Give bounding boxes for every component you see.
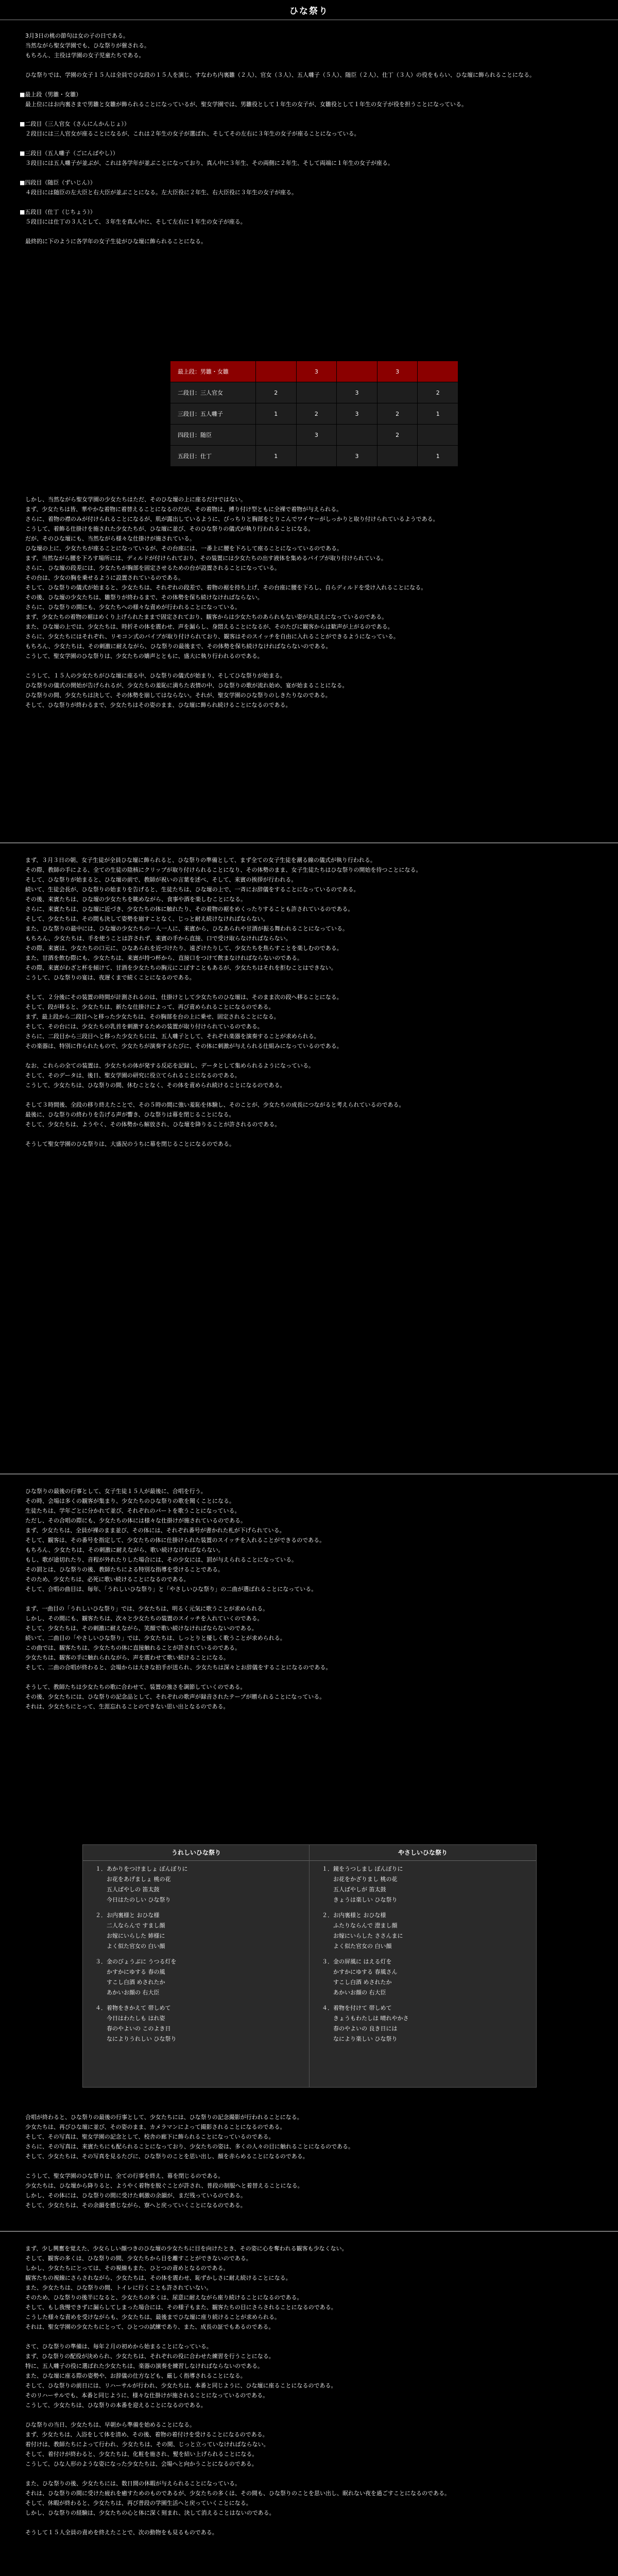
hina-dan-table	[170, 361, 458, 467]
grade-cell: 2	[256, 382, 297, 403]
paragraph: また、甘酒を飲む際にも、少女たちは、来賓が持つ杯から、直接口をつけて飲まなければならないのである。	[20, 955, 303, 961]
paragraph: ひな祭りの最後の行事として、女子生徒１５人が最後に、合唱を行う。	[20, 1488, 207, 1495]
grade-cell	[296, 382, 337, 403]
paragraph: ひな壇の上に、少女たちが座ることになっているが、その台座には、一番上に腰を下ろして座ることになっているのである。	[20, 545, 342, 552]
paragraph: まず、最上段から二段目へと移った少女たちは、その胸部を台の上に乗せ、固定されることになる。	[20, 1013, 280, 1020]
grade-cell	[296, 446, 337, 467]
paragraph: 合唱が終わると、ひな祭りの最後の行事として、少女たちには、ひな祭りの記念撮影が行われることになる。	[20, 2114, 303, 2121]
song-verse	[83, 2000, 310, 2046]
grade-cell	[337, 361, 377, 382]
paragraph: その罰とは、ひな祭りの後、教師たちによる特別な指導を受けることである。	[20, 1566, 224, 1573]
lyric-line: 今日はわたしも はれ姿	[95, 2015, 165, 2022]
paragraph: 生徒たちは、学年ごとに分かれて並び、それぞれのパートを歌うことになっている。	[20, 1507, 241, 1514]
blank-line	[20, 197, 598, 207]
paragraph: そして、着付けが終わると、少女たちは、化粧を施され、髪を結い上げられることになる。	[20, 2451, 258, 2458]
paragraph: そして、その写真は、聖女学園の記念として、校舎の廊下に飾られることになっているのである。	[20, 2133, 274, 2140]
blank-line	[20, 1051, 598, 1061]
paragraph: この曲では、観客たちは、少女たちの体に直接触れることが許されているのである。	[20, 1645, 241, 1651]
paragraph: しかし、当然ながら聖女学園の少女たちはただ、そのひな壇の上に座るだけではない。	[20, 496, 246, 503]
paragraph: ■四段目（随臣（ずいじん））	[20, 179, 96, 186]
paragraph: 当然ながら聖女学園でも、ひな祭りが催される。	[20, 42, 150, 49]
lyric-line: ３．金の屏風に はえる灯を	[322, 1958, 392, 1965]
paragraph: その時、会場は多くの観客が集まり、少女たちのひな祭りの歌を聞くことになる。	[20, 1498, 235, 1504]
lyric-line: よく似た官女の 白い顔	[322, 1943, 392, 1950]
paragraph: ただし、その合唱の際にも、少女たちの体には様々な仕掛けが施されているのである。	[20, 1517, 246, 1524]
paragraph: ■三段目（五人囃子（ごにんばやし））	[20, 150, 118, 157]
grade-cell: 3	[296, 425, 337, 446]
paragraph: その楽器は、特別に作られたもので、少女たちが演奏するたびに、その体に刺激が与えられる仕組みになっているのである。	[20, 1043, 342, 1049]
paragraph: そして、段が移ると、少女たちは、新たな仕掛けによって、再び責められることになるのである。	[20, 1004, 274, 1010]
lyric-line: お花をかざりまし 桃の花	[322, 1876, 398, 1883]
paragraph: ■五段目（仕丁（じちょう））	[20, 209, 96, 215]
paragraph: だが、そのひな壇にも、当然ながら様々な仕掛けが施されている。	[20, 535, 195, 542]
paragraph: また、ひな壇に座る際の姿勢や、お辞儀の仕方なども、厳しく指導されることになる。	[20, 2372, 246, 2379]
paragraph: もちろん、少女たちは、手を使うことは許されず、来賓の手から直接、口で受け取らなければならない。	[20, 935, 291, 942]
paragraph: 着付けは、教師たちによって行われ、少女たちは、その間、じっと立っていなければならない。	[20, 2441, 269, 2448]
lyric-line: すこし白酒 めされたか	[95, 1979, 165, 1986]
paragraph: まず、当然ながら腰を下ろす場所には、ディルドが付けられており、その装置には少女たちの出す液体を集めるパイプが取り付けられている。	[20, 555, 387, 562]
paragraph: さらに、来賓たちは、ひな壇に近づき、少女たちの体に触れたり、その着物の裾をめくったりすることも許されているのである。	[20, 906, 354, 912]
paragraph: さらに、着物の襟のみが付けられることになるが、肌が露出しているように、びっちりと胸部をとりこんでワイヤーがしっかりと取り付けられているようである。	[20, 516, 439, 522]
lyric-line: お花をあげましょ 桃の花	[95, 1876, 171, 1883]
title-bar	[0, 0, 618, 20]
paragraph: そして、ひな祭りの儀式が始まると、少女たちは、それぞれの段差で、着物の裾を持ち上げ、その台座に腰を下ろし、自らディルドを受け入れることになる。	[20, 584, 427, 591]
lyric-line: 春のやよいの このよき日	[95, 2025, 171, 2032]
lyric-line: お嫁にいらした 姉様に	[95, 1933, 165, 1939]
paragraph: 続いて、二曲目の「やさしいひな祭り」では、少女たちは、しっとりと優しく歌うことが求められる。	[20, 1635, 286, 1641]
section-2	[20, 495, 598, 710]
grade-cell: 3	[337, 403, 377, 425]
song-verse	[83, 1954, 310, 2000]
lyric-line: よく似た官女の 白い顔	[95, 1943, 165, 1950]
grade-cell: 2	[418, 382, 458, 403]
paragraph: まず、一曲目の「うれしいひな祭り」では、少女たちは、明るく元気に歌うことが求められる。	[20, 1605, 269, 1612]
row-label: 五段目：仕丁	[170, 446, 256, 467]
lyric-line: きょうもわたしは 晴れやかさ	[322, 2015, 409, 2022]
paragraph: ３段目には五人囃子が並ぶが、これは各学年が並ぶことになっており、真ん中に３年生、その両側に２年生、そして両端に１年生の女子が座る。	[20, 160, 393, 166]
section-4	[20, 1486, 598, 1711]
section-6	[20, 2244, 598, 2537]
grade-cell: 2	[377, 403, 418, 425]
blank-line	[20, 1090, 598, 1100]
song-title: うれしいひな祭り	[83, 1845, 310, 1861]
lyric-line: かすかにゆする 春の風	[95, 1969, 165, 1975]
paragraph: こうして、１５人の少女たちがひな壇に座る中、ひな祭りの儀式が始まり、そしてひな祭りが始まる。	[20, 672, 286, 679]
paragraph: ひな祭りの間、少女たちは決して、その体勢を崩してはならない。それが、聖女学園のひな祭りのしきたりなのである。	[20, 692, 331, 699]
lyric-line: あかいお顔の 右大臣	[95, 1989, 160, 1996]
paragraph: ひな祭りの儀式の開始が告げられるが、少女たちの羞恥に満ちた表情の中、ひな祭りの歌が流れ始め、宴が始まることになる。	[20, 682, 348, 689]
lyric-line: ４．着物を付けて 帯しめて	[322, 2005, 392, 2011]
paragraph: それは、少女たちにとって、生涯忘れることのできない思い出となるのである。	[20, 1703, 229, 1710]
paragraph: 少女たちは、ひな壇から降りると、ようやく着物を脱ぐことが許され、普段の制服へと着替えることになる。	[20, 2182, 303, 2189]
song-box-ureshii	[82, 1844, 310, 2088]
paragraph: その後、ひな壇の少女たちは、雛祭りが終わるまで、その体勢を保ち続けなければならない。	[20, 594, 263, 601]
paragraph: そのリハーサルでも、本番と同じように、様々な仕掛けが施されることになっているのである。	[20, 2392, 269, 2399]
grade-cell: 1	[256, 403, 297, 425]
lyric-line: お嫁にいらした ささんまに	[322, 1933, 403, 1939]
paragraph: しかし、その体には、ひな祭りの間に受けた刺激の余韻が、まだ残っているのである。	[20, 2192, 246, 2199]
paragraph: そうして聖女学園のひな祭りは、大盛況のうちに幕を閉じることになるのである。	[20, 1141, 235, 1147]
grade-cell	[377, 446, 418, 467]
song-verse	[310, 2000, 536, 2046]
paragraph: そして、休暇が終わると、少女たちは、再び普段の学園生活へと戻っていくことになる。	[20, 2500, 252, 2506]
grade-cell: 1	[418, 403, 458, 425]
lyric-line: ふたりならんで 澄まし顔	[322, 1922, 398, 1929]
paragraph: そして、ひな祭りが始まると、ひな壇の前で、教師が祝いの言葉を述べ、そして、来賓の挨拶が行われる。	[20, 876, 297, 883]
paragraph: そして、その台には、少女たちの乳首を刺激するための装置が取り付けられているのである。	[20, 1023, 263, 1030]
section-5	[20, 2112, 598, 2210]
table-row	[170, 382, 458, 403]
paragraph: 3月3日の桃の節句は女の子の日である。	[20, 32, 129, 39]
paragraph: また、少女たちは、ひな祭りの間、トイレに行くことも許されていない。	[20, 2284, 212, 2291]
paragraph: そして、２分後にその装置の時間が計測されるのは、仕掛けとして少女たちのひな壇は、そのまま次の段へ移ることになる。	[20, 994, 342, 1001]
paragraph: そして、少女たちは、その写真を見るたびに、ひな祭りのことを思い出し、顔を赤らめることになるのである。	[20, 2153, 308, 2160]
paragraph: そして、もし我慢できずに漏らしてしまった場合には、その様子もまた、観客たちの目にさらされることになるのである。	[20, 2304, 337, 2311]
paragraph: こうして、着飾る仕掛けを施された少女たちが、ひな壇に並び、そのひな祭りの儀式が執り行われることになる。	[20, 526, 314, 532]
paragraph: こうして、少女たちは、ひな祭りの間、休むことなく、その体を責められ続けることになるのである。	[20, 1082, 286, 1089]
row-label: 四段目：随臣	[170, 425, 256, 446]
paragraph: まず、ひな祭りの配役が決められ、少女たちは、それぞれの役に合わせた練習を行うことになる。	[20, 2353, 274, 2360]
song-verse	[83, 1861, 310, 1907]
paragraph: しかし、その間にも、観客たちは、次々と少女たちの装置のスイッチを入れていくのである。	[20, 1615, 263, 1622]
paragraph: それは、ひな祭りの間に受けた疲れを癒すためのものであるが、少女たちの多くは、その間も、ひな祭りのことを思い出し、眠れない夜を過ごすことになるのである。	[20, 2490, 450, 2497]
paragraph: その後、少女たちには、ひな祭りの記念品として、それぞれの歌声が録音されたテープが贈られることになっている。	[20, 1693, 325, 1700]
paragraph: こうして、ひな人形のような姿になった少女たちは、会場へと向かうことになるのである。	[20, 2461, 258, 2467]
grade-cell: 3	[337, 446, 377, 467]
blank-line	[20, 2518, 598, 2528]
grade-cell: 2	[377, 425, 418, 446]
lyric-line: 二人ならんで すまし顔	[95, 1922, 165, 1929]
blank-line	[20, 2410, 598, 2420]
blank-line	[20, 109, 598, 119]
row-label: 二段目：三人官女	[170, 382, 256, 403]
blank-line	[20, 2469, 598, 2479]
grade-cell	[256, 425, 297, 446]
blank-line	[20, 2332, 598, 2342]
paragraph: 最終的に下のように各学年の女子生徒がひな壇に飾られることになる。	[20, 238, 207, 245]
paragraph: さて、ひな祭りの準備は、毎年２月の初めから始まることになっている。	[20, 2343, 212, 2350]
paragraph: そして、合唱の曲目は、毎年、「うれしいひな祭り」と「やさしいひな祭り」の二曲が選ばれることになっている。	[20, 1586, 317, 1592]
paragraph: そうして、教師たちは少女たちの歌に合わせて、装置の強さを調節していくのである。	[20, 1684, 246, 1690]
divider	[0, 842, 618, 843]
paragraph: そして、二曲の合唱が終わると、会場からは大きな拍手が送られ、少女たちは深々とお辞儀をすることになるのである。	[20, 1664, 332, 1671]
paragraph: ２段目には三人官女が座ることになるが、これは２年生の女子が選ばれ、そしてその左右に３年生の女子が座ることになっている。	[20, 130, 360, 137]
paragraph: そして、そのデータは、後日、聖女学園の研究に役立てられることになるのである。	[20, 1072, 241, 1079]
lyric-line: 五人ばやしの 笛太鼓	[95, 1886, 160, 1893]
paragraph: しかし、ひな祭りの経験は、少女たちの心と体に深く刻まれ、決して消えることはないのである。	[20, 2510, 275, 2516]
paragraph: もちろん、少女たちは、その刺激に耐えながら、ひな祭りの最後まで、その体勢を保ち続けなければならないのである。	[20, 643, 332, 650]
paragraph: そして、観客の多くは、ひな祭りの間、少女たちから目を離すことができないのである。	[20, 2255, 252, 2262]
paragraph: そして、少女たちは、その余韻を感じながら、寮へと戻っていくことになるのである。	[20, 2202, 246, 2209]
paragraph: ５段目には仕丁の３人として、３年生を真ん中に、そして左右に１年生の女子が座る。	[20, 218, 246, 225]
paragraph: こうして、聖女学園のひな祭りは、少女たちの嬌声とともに、盛大に執り行われるのである。	[20, 653, 263, 659]
paragraph: まず、少女たちの着物の裾はめくり上げられたままで固定されており、観客からは少女たちのあられもない姿が丸見えになっているのである。	[20, 614, 388, 620]
blank-line	[20, 168, 598, 178]
row-label: 最上段：男雛・女雛	[170, 361, 256, 382]
song-verse	[310, 1907, 536, 1954]
blank-line	[20, 139, 598, 148]
paragraph: その際、教師の手による、全ての生徒の陰核にクリップが取り付けられることになり、その体勢のまま、女子生徒たちはひな祭りの開始を待つことになる。	[20, 867, 422, 873]
paragraph: なお、これらの全ての装置は、少女たちの体が発する反応を記録し、データとして集められるようになっている。	[20, 1062, 314, 1069]
table-row	[170, 446, 458, 467]
grade-cell: 3	[377, 361, 418, 382]
blank-line	[20, 1594, 598, 1604]
paragraph: ■二段目（三人官女（さんにんかんじょ））	[20, 121, 130, 127]
paragraph: こうした様々な責めを受けながらも、少女たちは、最後までひな壇に座り続けることが求められる。	[20, 2314, 280, 2320]
blank-line	[20, 661, 598, 671]
paragraph: まず、少女たちは、入浴をして体を清め、その後、着物の着付けを受けることになるのである。	[20, 2431, 268, 2438]
paragraph: こうして、少女たちは、ひな祭りの本番を迎えることになるのである。	[20, 2402, 207, 2409]
grade-cell	[256, 361, 297, 382]
paragraph: その際、来賓がわざと杯を傾けて、甘酒を少女たちの胸元にこぼすこともあるが、少女たちはそれを拒むことはできない。	[20, 964, 337, 971]
paragraph: そして、少女たちは、その間も決して姿勢を崩すことなく、じっと耐え続けなければならない。	[20, 916, 269, 922]
blank-line	[20, 982, 598, 992]
paragraph: こうして、聖女学園のひな祭りは、全ての行事を終え、幕を閉じるのである。	[20, 2173, 224, 2179]
song-title: やさしいひな祭り	[310, 1845, 536, 1861]
blank-line	[20, 227, 598, 236]
paragraph: そして３時間後、全段の移り終えたことで、その５時の間に強い羞恥を体験し、そのことが、少女たちの成長につながると考えられているのである。	[20, 1101, 405, 1108]
divider	[0, 2231, 618, 2232]
grade-cell	[377, 382, 418, 403]
paragraph: 最後に、ひな祭りの終わりを告げる声が響き、ひな祭りは幕を閉じることになる。	[20, 1111, 235, 1118]
page-title: ひな祭り	[289, 6, 329, 16]
paragraph: しかし、少女たちにとっては、その視線もまた、ひとつの責めとなるのである。	[20, 2265, 229, 2272]
lyric-line: かすかにゆする 春風さん	[322, 1969, 398, 1975]
paragraph: さらに、二段目から三段目へと移った少女たちには、五人囃子として、それぞれ楽器を演奏することが求められる。	[20, 1033, 320, 1040]
song-box-yasashii	[309, 1844, 537, 2088]
grade-cell	[337, 425, 377, 446]
lyric-line: １．あかりをつけましょ ぼんぼりに	[95, 1866, 188, 1872]
grade-cell	[418, 361, 458, 382]
paragraph: そして、ひな祭りの前日には、リハーサルが行われ、少女たちは、本番と同じように、ひな壇に座ることになるのである。	[20, 2382, 337, 2389]
lyric-line: ４．着物をきかえて 帯しめて	[95, 2005, 171, 2011]
grade-cell: 3	[296, 361, 337, 382]
paragraph: 最上位にはお内裏さまで男雛と女雛が飾られることになっているが、聖女学園では、男雛役として１年生の女子が、女雛役として１年生の女子が役を担うことになっている。	[20, 101, 467, 108]
paragraph: さらに、ひな祭りの間にも、少女たちへの様々な責めが行われることになっている。	[20, 604, 241, 611]
grade-cell: 1	[418, 446, 458, 467]
lyric-line: 五人ばやしが 笛太鼓	[322, 1886, 386, 1893]
paragraph: ひな祭りの当日、少女たちは、早朝から準備を始めることになる。	[20, 2421, 195, 2428]
blank-line	[20, 80, 598, 90]
blank-line	[20, 2161, 598, 2171]
blank-line	[20, 60, 598, 70]
paragraph: ４段目には随臣の左大臣と右大臣が並ぶことになる。左大臣役に２年生、右大臣役に３年生の女子が座る。	[20, 189, 297, 196]
blank-line	[20, 1672, 598, 1682]
grade-cell: 3	[337, 382, 377, 403]
paragraph: ■最上段（男雛・女雛）	[20, 91, 82, 98]
paragraph: もちろん、少女たちは、その刺激に耐えながら、歌い続けなければならない。	[20, 1547, 224, 1553]
paragraph: その際、来賓は、少女たちの口元に、ひなあられを近づけたり、遠ざけたりして、少女たちを焦らすことを楽しむのである。	[20, 945, 342, 952]
lyric-line: あかいお顔の 右大臣	[322, 1989, 386, 1996]
table-row	[170, 403, 458, 425]
lyric-line: ２．お内裏様と おひな様	[322, 1912, 386, 1919]
song-verse	[310, 1861, 536, 1907]
paragraph: 続いて、生徒会長が、ひな祭りの始まりを告げると、生徒たちは、ひな壇の上で、一斉にお辞儀をすることになっているのである。	[20, 886, 359, 893]
paragraph: そのため、ひな祭りの後半になると、少女たちの多くは、尿意に耐えながら座り続けることになるのである。	[20, 2294, 303, 2301]
lyric-line: 今日はたのしい ひな祭り	[95, 1896, 171, 1903]
paragraph: ひな祭りでは、学園の女子１５人は全員でひな段の１５人を演じ、すなわち内裏雛（２人）、官女（３人）、五人囃子（５人）、随臣（２人）、仕丁（３人）の役をもらい、ひな壇に飾られることになる。	[20, 72, 535, 78]
section-3	[20, 855, 598, 1149]
paragraph: 特に、五人囃子の役に選ばれた少女たちは、楽器の演奏を練習しなければならないのである。	[20, 2363, 263, 2369]
paragraph: そして、観客は、その番号を指定して、少女たちの体に仕掛けられた装置のスイッチを入れることができるのである。	[20, 1537, 325, 1544]
paragraph: もちろん、主役は学園の女子児童たちである。	[20, 52, 145, 59]
paragraph: 少女たちは、再びひな壇に並び、その姿のまま、カメラマンによって撮影されることになるのである。	[20, 2124, 286, 2130]
paragraph: まず、３月３日の朝、女子生徒が全員ひな壇に飾られると、ひな祭りの準備として、まず全ての女子生徒を潮る線の儀式が執り行われる。	[20, 857, 376, 863]
lyric-line: すこし白酒 めされたか	[322, 1979, 392, 1986]
paragraph: 少女たちは、観客の手に触れられながら、声を震わせて歌い続けることになる。	[20, 1654, 229, 1661]
paragraph: その後、来賓たちは、ひな壇の少女たちを眺めながら、食事や酒を楽しむことになる。	[20, 896, 246, 903]
paragraph: まず、少女たちは、全員が裸のまま並び、その体には、それぞれ番号が書かれた札が下げられている。	[20, 1527, 285, 1534]
paragraph: そして、少女たちは、ようやく、その体勢から解放され、ひな壇を降りることが許されるのである。	[20, 1121, 281, 1128]
paragraph: また、ひな壇の上では、少女たちは、時折その体を震わせ、声を漏らし、身悶えることになるが、そのたびに観客からは歓声が上がるのである。	[20, 623, 393, 630]
divider	[0, 1473, 618, 1475]
paragraph: さらに、少女たちにはそれぞれ、リモコン式のバイブが取り付けられており、観客はそのスイッチを自由に入れることができるようになっている。	[20, 633, 399, 640]
grade-cell: 2	[296, 403, 337, 425]
lyric-line: １．鏡をうつしまし ぼんぼりに	[322, 1866, 403, 1872]
row-label: 三段目：五人囃子	[170, 403, 256, 425]
intro-section	[20, 31, 598, 246]
paragraph: 観客たちの視線にさらされながら、少女たちは、その体を震わせ、恥ずかしさに耐え続けることになる。	[20, 2275, 291, 2281]
lyric-line: 春のやよいの 良き日には	[322, 2025, 398, 2032]
paragraph: また、ひな祭りの最中には、ひな壇の少女たちの一人一人に、来賓から、ひなあられや甘酒が振る舞われることになっている。	[20, 925, 348, 932]
paragraph: そのため、少女たちは、必死に歌い続けることになるのである。	[20, 1576, 190, 1583]
lyric-line: なによりうれしい ひな祭り	[95, 2036, 177, 2042]
paragraph: さらに、その写真は、来賓たちにも配られることになっており、少女たちの姿は、多くの人々の目に触れることになるのである。	[20, 2143, 354, 2150]
paragraph: まず、少し興奮を覚えた、少女らしい顔つきのひな壇の少女たちに目を向けたとき、その姿に心を奪われる観客も少なくない。	[20, 2245, 348, 2252]
paragraph: また、ひな祭りの後、少女たちには、数日間の休暇が与えられることになっている。	[20, 2480, 241, 2487]
paragraph: そうして１５人全員の責めを終えたことで、次の動物をも見るものである。	[20, 2529, 218, 2536]
paragraph: そして、ひな祭りが終わるまで、少女たちはその姿のまま、ひな壇に飾られ続けることになるのである。	[20, 702, 291, 708]
paragraph: こうして、ひな祭りの宴は、夜遅くまで続くことになるのである。	[20, 974, 195, 981]
grade-cell: 1	[256, 446, 297, 467]
song-verse	[310, 1954, 536, 2000]
blank-line	[20, 1129, 598, 1139]
table-row	[170, 361, 458, 382]
paragraph: そして、少女たちは、その刺激に耐えながら、笑顔で歌い続けなければならないのである。	[20, 1625, 258, 1632]
lyric-line: なにより楽しい ひな祭り	[322, 2036, 398, 2042]
table-row	[170, 425, 458, 446]
paragraph: もし、歌が途切れたり、音程が外れたりした場合には、その少女には、罰が与えられることになっている。	[20, 1556, 297, 1563]
song-verse	[83, 1907, 310, 1954]
lyric-line: きょうは楽しい ひな祭り	[322, 1896, 398, 1903]
paragraph: まず、少女たちは皆、華やかな着物に着替えることになるのだが、その着物は、縛り付け型ともに全裸で着物が与えられる。	[20, 506, 342, 513]
lyric-line: ２．お内裏様と おひな様	[95, 1912, 160, 1919]
grade-cell	[418, 425, 458, 446]
paragraph: それは、聖女学園の少女たちにとって、ひとつの試練であり、また、成長の証でもあるのである。	[20, 2324, 274, 2330]
lyric-line: ３．金のびょうぶに うつる灯を	[95, 1958, 177, 1965]
paragraph: その台は、少女の胸を乗せるように設置されているのである。	[20, 574, 184, 581]
paragraph: さらに、ひな壇の段差には、少女たちが胸部を固定させるための台が設置されることになっている。	[20, 565, 280, 571]
